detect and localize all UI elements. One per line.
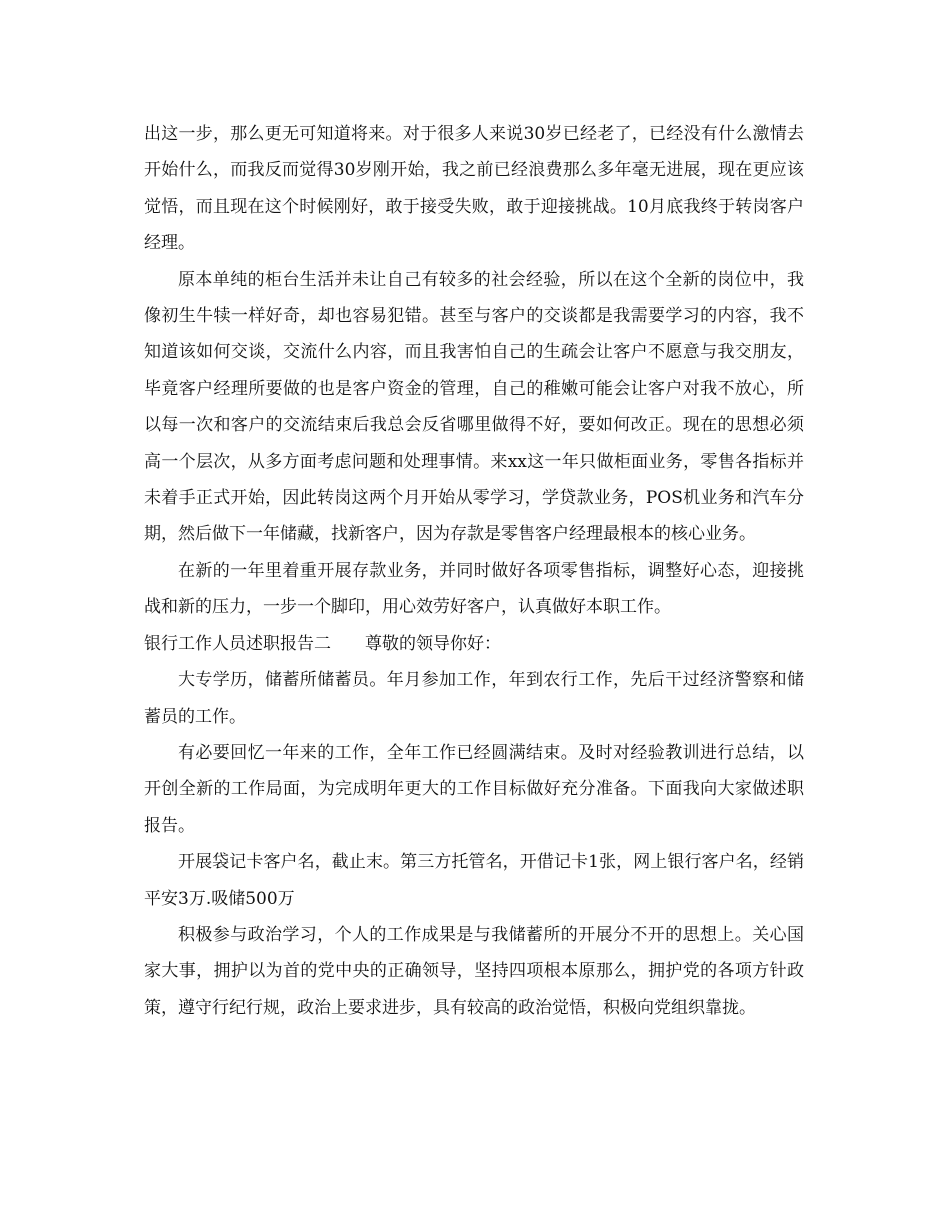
paragraph-3: 在新的一年里着重开展存款业务，并同时做好各项零售指标，调整好心态，迎接挑战和新的压力，一步一个脚印，用心效劳好客户，认真做好本职工作。 (144, 560, 804, 618)
paragraph-5: 有必要回忆一年来的工作，全年工作已经圆满结束。及时对经验教训进行总结，以开创全新的工作局面，为完成明年更大的工作目标做好充分准备。下面我向大家做述职报告。 (144, 742, 804, 836)
report-heading: 银行工作人员述职报告二 尊敬的领导你好： (144, 633, 501, 654)
paragraph-2: 原本单纯的柜台生活并未让自己有较多的社会经验，所以在这个全新的岗位中，我像初生牛犊一样好奇，却也容易犯错。甚至与客户的交谈都是我需要学习的内容，我不知道该如何交谈，交流什么内容，而且我害怕自己的生疏会让客户不愿意与我交朋友，毕竟客户经理所要做的也是客户资金的管理，自己的稚嫩可能会让客户对我不放心，所以每一次和客户的交流结束后我总会反省哪里做得不好，要如何改正。现在的思想必须高一个层次，从多方面考虑问题和处理事情。来xx这一年只做柜面业务，零售各指标并未着手正式开始，因此转岗这两个月开始从零学习，学贷款业务，POS机业务和汽车分期，然后做下一年储藏，找新客户，因为存款是零售客户经理最根本的核心业务。 (144, 269, 804, 545)
paragraph-6: 开展袋记卡客户名，截止末。第三方托管名，开借记卡1张，网上银行客户名，经销平安3万.吸储500万 (144, 852, 804, 909)
paragraph-7: 积极参与政治学习，个人的工作成果是与我储蓄所的开展分不开的思想上。关心国家大事，拥护以为首的党中央的正确领导，坚持四项根本原那么，拥护党的各项方针政策，遵守行纪行规，政治上要求进步，具有较高的政治觉悟，积极向党组织靠拢。 (144, 924, 804, 1018)
document-body (144, 116, 804, 1026)
paragraph-4: 大专学历，储蓄所储蓄员。年月参加工作，年到农行工作，先后干过经济警察和储蓄员的工作。 (144, 670, 804, 727)
paragraph-1: 出这一步，那么更无可知道将来。对于很多人来说30岁已经老了，已经没有什么激情去开始什么，而我反而觉得30岁刚开始，我之前已经浪费那么多年毫无进展，现在更应该觉悟，而且现在这个时候刚好，敢于接受失败，敢于迎接挑战。10月底我终于转岗客户经理。 (144, 124, 804, 254)
